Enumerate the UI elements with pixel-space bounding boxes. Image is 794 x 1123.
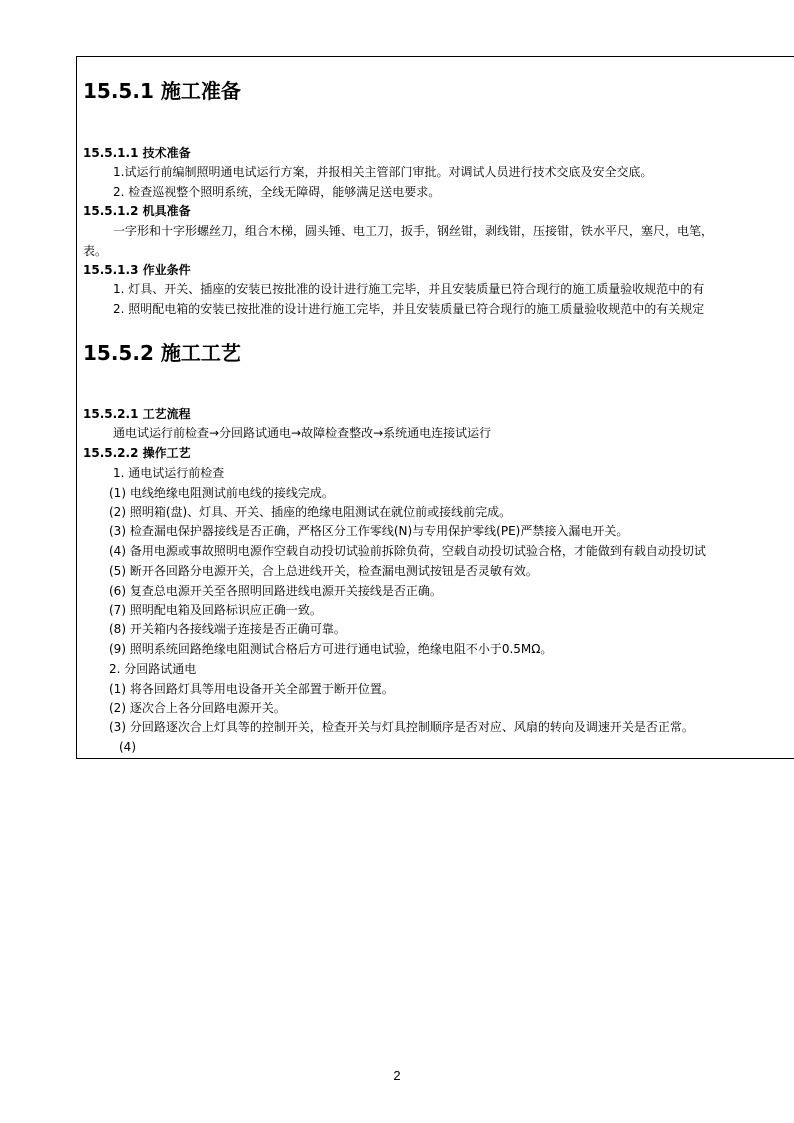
subsection-title-15-5-2-1: 15.5.2.1 工艺流程 bbox=[83, 407, 191, 421]
list-item: (6) 复查总电源开关至各照明回路进线电源开关接线是否正确。 bbox=[109, 584, 442, 598]
section-title-15-5-2: 15.5.2 施工工艺 bbox=[83, 341, 241, 365]
list-item: (1) 将各回路灯具等用电设备开关全部置于断开位置。 bbox=[109, 682, 394, 696]
list-item: (4) bbox=[119, 740, 136, 754]
process-flow: 通电试运行前检查→分回路试通电→故障检查整改→系统通电连接试运行 bbox=[113, 426, 492, 440]
list-item: (1) 电线绝缘电阻测试前电线的接线完成。 bbox=[109, 486, 334, 500]
list-item: (8) 开关箱内各接线端子连接是否正确可靠。 bbox=[109, 622, 346, 636]
paragraph: 表。 bbox=[83, 244, 108, 258]
list-heading: 1. 通电试运行前检查 bbox=[113, 466, 225, 480]
paragraph: 1. 灯具、开关、插座的安装已按批准的设计进行施工完毕，并且安装质量已符合现行的施工质量验收规范中的有 bbox=[113, 282, 705, 296]
page-number: 2 bbox=[393, 1068, 401, 1083]
subsection-title-15-5-1-2: 15.5.1.2 机具准备 bbox=[83, 204, 191, 218]
paragraph: 2. 照明配电箱的安装已按批准的设计进行施工完毕，并且安装质量已符合现行的施工质量验收规范中的有关规定 bbox=[113, 302, 705, 316]
list-item: (4) 备用电源或事故照明电源作空载自动投切试验前拆除负荷，空载自动投切试验合格，才能做到有载自动投切试 bbox=[109, 544, 706, 558]
subsection-title-15-5-1-1: 15.5.1.1 技术准备 bbox=[83, 146, 191, 160]
list-item: (5) 断开各回路分电源开关，合上总进线开关，检查漏电测试按钮是否灵敏有效。 bbox=[109, 564, 538, 578]
content-frame bbox=[76, 56, 794, 759]
list-item: (3) 检查漏电保护器接线是否正确，严格区分工作零线(N)与专用保护零线(PE)严禁接入漏电开关。 bbox=[109, 524, 629, 538]
list-item: (3) 分回路逐次合上灯具等的控制开关，检查开关与灯具控制顺序是否对应、风扇的转向及调速开关是否正常。 bbox=[109, 720, 694, 734]
list-heading: 2. 分回路试通电 bbox=[109, 662, 197, 676]
paragraph: 2. 检查巡视整个照明系统，全线无障碍，能够满足送电要求。 bbox=[113, 185, 441, 199]
paragraph: 一字形和十字形螺丝刀，组合木梯，圆头锤、电工刀，扳手，钢丝钳，剥线钳，压接钳，铁水平尺，塞尺，电笔， bbox=[113, 224, 714, 238]
list-item: (2) 照明箱(盘)、灯具、开关、插座的绝缘电阻测试在就位前或接线前完成。 bbox=[109, 505, 512, 519]
subsection-title-15-5-1-3: 15.5.1.3 作业条件 bbox=[83, 263, 191, 277]
list-item: (7) 照明配电箱及回路标识应正确一致。 bbox=[109, 603, 322, 617]
subsection-title-15-5-2-2: 15.5.2.2 操作工艺 bbox=[83, 446, 191, 460]
list-item: (9) 照明系统回路绝缘电阻测试合格后方可进行通电试验，绝缘电阻不小于0.5MΩ。 bbox=[109, 642, 553, 656]
section-title-15-5-1: 15.5.1 施工准备 bbox=[83, 79, 241, 103]
list-item: (2) 逐次合上各分回路电源开关。 bbox=[109, 701, 286, 715]
paragraph: 1.试运行前编制照明通电试运行方案，并报相关主管部门审批。对调试人员进行技术交底及安全交底。 bbox=[113, 165, 653, 179]
